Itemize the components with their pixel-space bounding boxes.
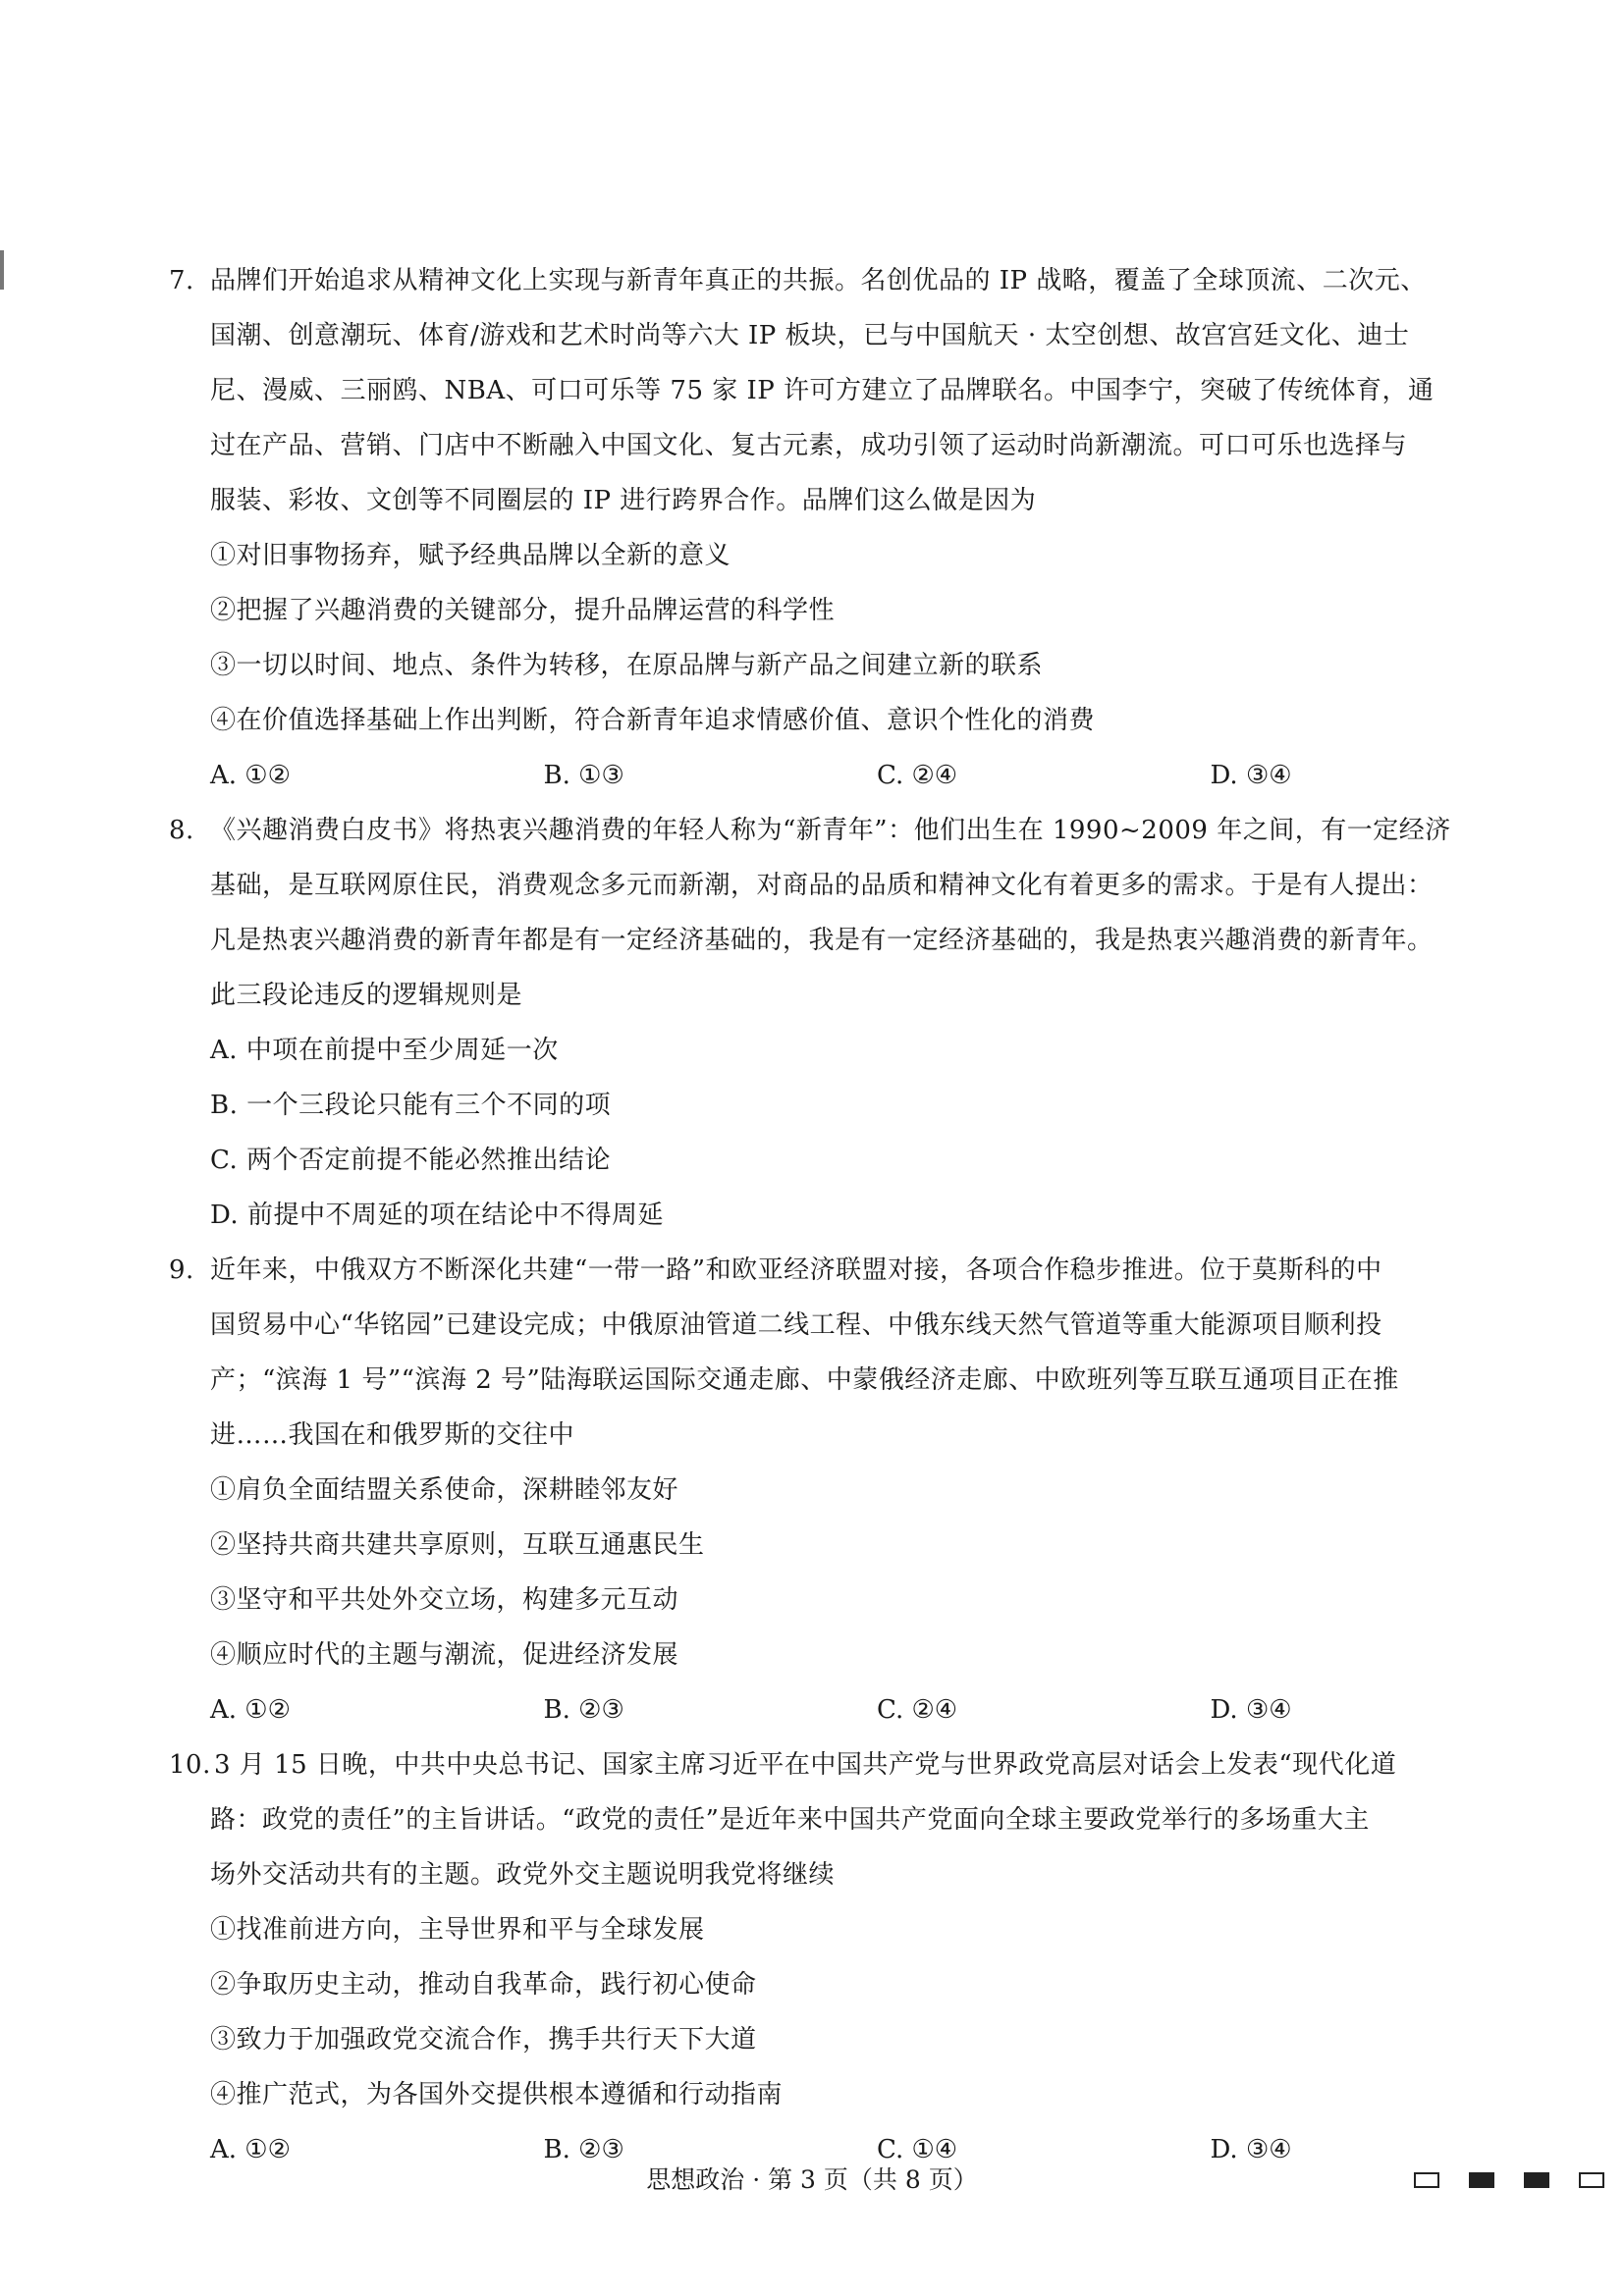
question-stem-line: 尼、漫威、三丽鸥、NBA、可口可乐等 75 家 IP 许可方建立了品牌联名。中国李宁，突破了传统体育，通: [210, 376, 1435, 405]
question-8: [169, 803, 1543, 1243]
choice-d: D. 前提中不周延的项在结论中不得周延: [210, 1201, 664, 1230]
question-number: 10.: [169, 1750, 211, 1780]
question-stem-line: 国潮、创意潮玩、体育/游戏和艺术时尚等六大 IP 板块，已与中国航天 · 太空创想、故宫宫廷文化、迪士: [210, 321, 1410, 350]
page-footer: 思想政治 · 第 3 页（共 8 页）: [646, 2165, 978, 2194]
statement-option: ③坚守和平共处外交立场，构建多元互动: [210, 1585, 679, 1615]
alignment-box-filled-icon: [1524, 2172, 1549, 2188]
question-stem-line: 7. 品牌们开始追求从精神文化上实现与新青年真正的共振。名创优品的 IP 战略，覆盖了全球顶流、二次元、: [169, 253, 1543, 308]
statement-option: ④顺应时代的主题与潮流，促进经济发展: [210, 1640, 679, 1670]
choice-a: A. ①②: [210, 761, 291, 790]
alignment-box-empty-icon: [1414, 2172, 1439, 2188]
statement-option: ①找准前进方向，主导世界和平与全球发展: [210, 1915, 705, 1945]
alignment-box-filled-icon: [1469, 2172, 1494, 2188]
choice-c: C. ①④: [877, 2135, 958, 2164]
choice-d: D. ③④: [1210, 1695, 1292, 1725]
scan-edge-mark: [0, 250, 4, 290]
choice-c: C. ②④: [877, 761, 958, 790]
choice-c: C. 两个否定前提不能必然推出结论: [210, 1146, 611, 1175]
question-stem-line: 服装、彩妆、文创等不同圈层的 IP 进行跨界合作。品牌们这么做是因为: [210, 486, 1037, 515]
answer-choices: [169, 748, 1543, 803]
statement-option: ③致力于加强政党交流合作，携手共行天下大道: [210, 2025, 757, 2055]
choice-d: D. ③④: [1210, 761, 1292, 790]
choice-a: A. ①②: [210, 1695, 291, 1725]
question-stem-line: 过在产品、营销、门店中不断融入中国文化、复古元素，成功引领了运动时尚新潮流。可口可乐也选择与: [210, 431, 1408, 460]
statement-option: ④在价值选择基础上作出判断，符合新青年追求情感价值、意识个性化的消费: [210, 706, 1096, 735]
choice-c: C. ②④: [877, 1695, 958, 1725]
question-stem-line: 进……我国在和俄罗斯的交往中: [210, 1420, 575, 1450]
question-stem-line: 此三段论违反的逻辑规则是: [210, 981, 523, 1010]
question-stem-line: 国贸易中心“华铭园”已建设完成；中俄原油管道二线工程、中俄东线天然气管道等重大能源项目顺利投: [210, 1310, 1382, 1340]
alignment-box-empty-icon: [1579, 2172, 1604, 2188]
choice-a: A. 中项在前提中至少周延一次: [210, 1036, 559, 1065]
answer-choices: [169, 1682, 1543, 1737]
question-stem-line: 场外交活动共有的主题。政党外交主题说明我党将继续: [210, 1860, 836, 1890]
question-number: 8.: [169, 816, 194, 845]
question-stem-line: 凡是热衷兴趣消费的新青年都是有一定经济基础的，我是有一定经济基础的，我是热衷兴趣消费的新青年。: [210, 926, 1434, 955]
question-stem-line: 9. 近年来，中俄双方不断深化共建“一带一路”和欧亚经济联盟对接，各项合作稳步推进。位于莫斯科的中: [169, 1243, 1543, 1298]
choice-b: B. ②③: [543, 1695, 624, 1725]
statement-option: ②把握了兴趣消费的关键部分，提升品牌运营的科学性: [210, 596, 836, 625]
choice-d: D. ③④: [1210, 2135, 1292, 2164]
statement-option: ①肩负全面结盟关系使命，深耕睦邻友好: [210, 1475, 679, 1505]
question-10: [169, 1737, 1543, 2177]
statement-option: ②争取历史主动，推动自我革命，践行初心使命: [210, 1970, 757, 2000]
question-list: [169, 253, 1543, 2177]
question-stem-line: 产；“滨海 1 号”“滨海 2 号”陆海联运国际交通走廊、中蒙俄经济走廊、中欧班列等互联互通项目正在推: [210, 1365, 1399, 1395]
choice-b: B. 一个三段论只能有三个不同的项: [210, 1091, 612, 1120]
question-stem-line: 路：政党的责任”的主旨讲话。“政党的责任”是近年来中国共产党面向全球主要政党举行的多场重大主: [210, 1805, 1370, 1835]
question-9: [169, 1243, 1543, 1737]
statement-option: ④推广范式，为各国外交提供根本遵循和行动指南: [210, 2080, 784, 2109]
statement-option: ②坚持共商共建共享原则，互联互通惠民生: [210, 1530, 705, 1560]
question-7: [169, 253, 1543, 803]
question-stem-line: 基础，是互联网原住民，消费观念多元而新潮，对商品的品质和精神文化有着更多的需求。于是有人提出：: [210, 871, 1434, 900]
choice-b: B. ②③: [543, 2135, 624, 2164]
question-stem-line: 10. 3 月 15 日晚，中共中央总书记、国家主席习近平在中国共产党与世界政党高层对话会上发表“现代化道: [169, 1737, 1543, 1792]
statement-option: ③一切以时间、地点、条件为转移，在原品牌与新产品之间建立新的联系: [210, 651, 1044, 680]
question-stem-line: 8. 《兴趣消费白皮书》将热衷兴趣消费的年轻人称为“新青年”：他们出生在 1990~2009 年之间，有一定经济: [169, 803, 1543, 858]
question-number: 9.: [169, 1255, 194, 1285]
scan-alignment-marks: [1414, 2172, 1610, 2196]
statement-option: ①对旧事物扬弃，赋予经典品牌以全新的意义: [210, 541, 731, 570]
choice-a: A. ①②: [210, 2135, 291, 2164]
choice-b: B. ①③: [543, 761, 624, 790]
question-number: 7.: [169, 266, 194, 295]
